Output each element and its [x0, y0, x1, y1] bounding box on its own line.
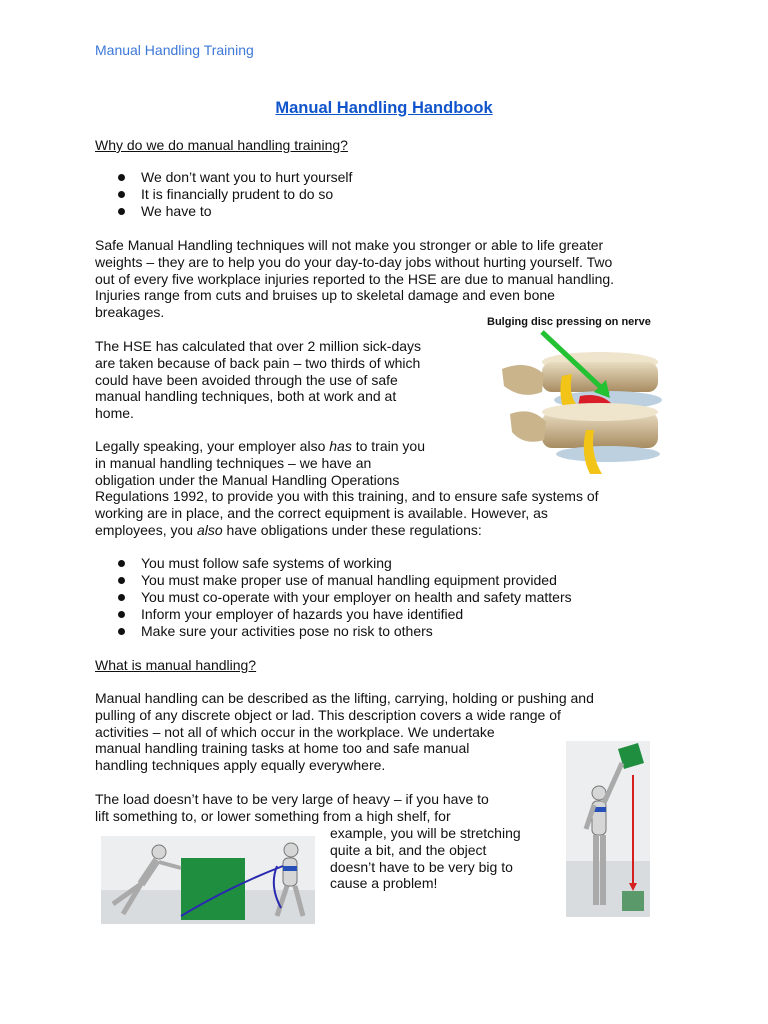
definition-paragraph: Manual handling can be described as the lifting, carrying, holding or pushing and pulling of any discrete object or lad. This description covers a wide range of activities – not all of which occur in the workplace. We undertake manual handling training tasks at home too and safe manual handling techniques apply equally everywhere.	[95, 690, 594, 774]
list-item: Inform your employer of hazards you have identified	[95, 606, 572, 623]
reasons-list	[95, 169, 352, 220]
obligations-list	[95, 555, 572, 640]
lifting-drawing	[566, 741, 650, 917]
bullet-icon	[118, 208, 125, 215]
bullet-icon	[118, 577, 125, 584]
list-item: We have to	[95, 203, 352, 220]
bullet-icon	[118, 611, 125, 618]
bullet-icon	[118, 191, 125, 198]
page-title[interactable]: Manual Handling Handbook	[275, 99, 493, 117]
list-item: It is financially prudent to do so	[95, 186, 352, 203]
list-item: We don’t want you to hurt yourself	[95, 169, 352, 186]
bullet-icon	[118, 560, 125, 567]
spine-illustration	[482, 314, 674, 478]
spine-caption: Bulging disc pressing on nerve	[487, 316, 651, 328]
hse-paragraph: The HSE has calculated that over 2 million sick-days are taken because of back pain – two thirds of which could have been avoided through the use of safe manual handling techniques, both at work and at home.	[95, 338, 422, 422]
list-item: Make sure your activities pose no risk to others	[95, 623, 572, 640]
bullet-icon	[118, 628, 125, 635]
document-header: Manual Handling Training	[95, 42, 254, 58]
load-paragraph: The load doesn’t have to be very large of heavy – if you have to lift something to, or lower something from a high shelf, for	[95, 791, 489, 824]
lifting-illustration	[566, 741, 650, 917]
push-pull-drawing	[101, 836, 315, 924]
list-item: You must follow safe systems of working	[95, 555, 572, 572]
section-heading-why: Why do we do manual handling training?	[95, 137, 348, 153]
list-item: You must make proper use of manual handling equipment provided	[95, 572, 572, 589]
bullet-icon	[118, 594, 125, 601]
push-pull-illustration	[101, 836, 315, 924]
bullet-icon	[118, 174, 125, 181]
intro-paragraph: Safe Manual Handling techniques will not make you stronger or able to life greater weights – they are to help you do your day-to-day jobs without hurting yourself. Two out of every five workplace injuries reported to the HSE are due to manual handling. Injuries range from cuts and bruises up to skeletal damage and even bone breakages.	[95, 237, 615, 321]
load-paragraph-continued: example, you will be stretching quite a bit, and the object doesn’t have to be very big to cause a problem!	[330, 825, 521, 892]
spine-drawing	[482, 314, 674, 478]
list-item: You must co-operate with your employer on health and safety matters	[95, 589, 572, 606]
section-heading-what: What is manual handling?	[95, 657, 257, 673]
legal-paragraph: Legally speaking, your employer also has to train you in manual handling techniques – we have an obligation under the Manual Handling Operations Regulations 1992, to provide you with this training, and to ensure safe systems of working are in place, and the correct equipment is available. However, as employees, you also have obligations under these regulations:	[95, 438, 599, 538]
